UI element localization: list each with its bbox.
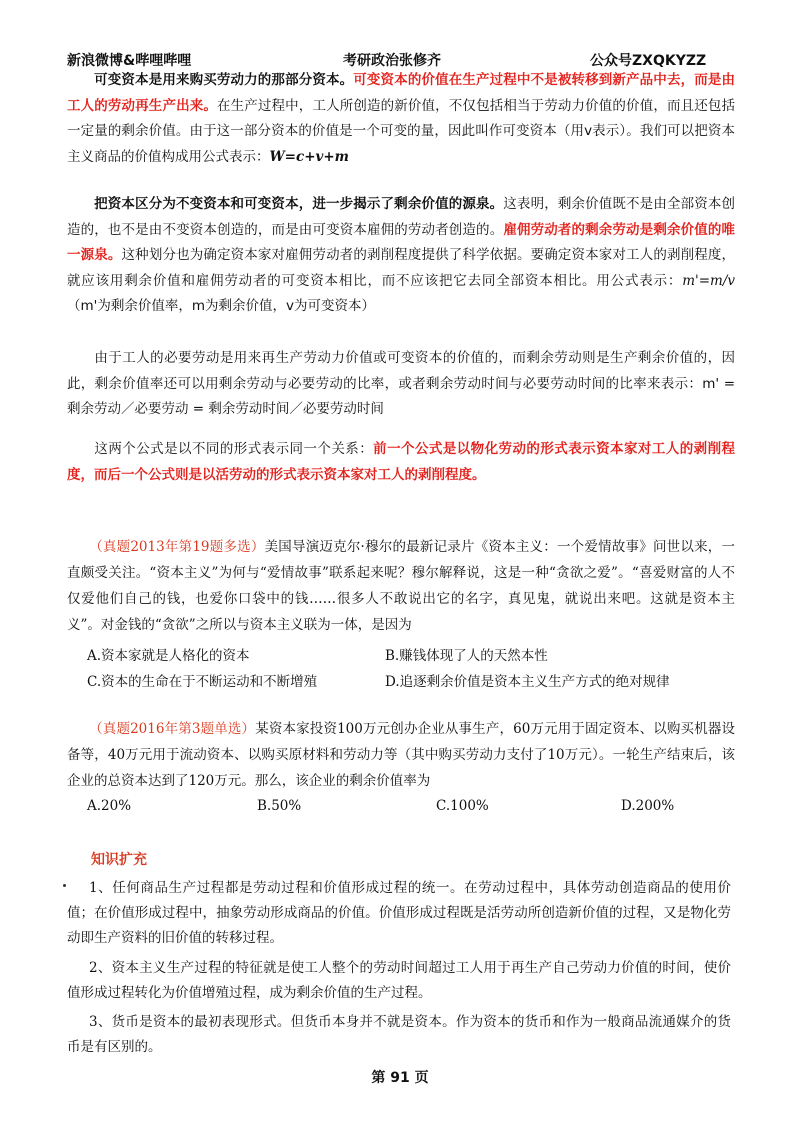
p4-body: 这两个公式是以不同的形式表示同一个关系： bbox=[94, 441, 374, 457]
paragraph-surplus-rate bbox=[67, 346, 735, 423]
q1-option-c: C.资本的生命在于不断运动和不断增殖 bbox=[87, 674, 318, 690]
q1-option-a: A.资本家就是人格化的资本 bbox=[87, 648, 250, 664]
q1-option-b: B.赚钱体现了人的天然本性 bbox=[385, 648, 548, 664]
p2-lead: 把资本区分为不变资本和可变资本，进一步揭示了剩余价值的源泉。 bbox=[94, 196, 504, 212]
p2-highlight: 雇佣劳动者的剩余劳动是剩余价值的唯一源泉。 bbox=[67, 221, 736, 263]
p2-body1: 这表明，剩余价值既不是由全部资本创造的，也不是由不变资本创造的，而是由可变资本雇佣的劳动者创造的。 bbox=[67, 196, 736, 238]
q2-option-c: C.100% bbox=[436, 798, 489, 814]
p3-body: 由于工人的必要劳动是用来再生产劳动力价值或可变资本的价值的，而剩余劳动则是生产剩余价值的，因此，剩余价值率还可以用剩余劳动与必要劳动的比率，或者剩余劳动时间与必要劳动时间的比率来表示： bbox=[67, 350, 735, 392]
knowledge-item-3-text: 3、货币是资本的最初表现形式。但货币本身并不就是资本。作为资本的货币和作为一般商品流通媒介的货币是有区别的。 bbox=[67, 1014, 731, 1055]
paragraph-two-formulas bbox=[67, 437, 735, 488]
paragraph-surplus-source bbox=[67, 192, 735, 320]
knowledge-item-3 bbox=[67, 1010, 731, 1060]
p4-highlight: 前一个公式是以物化劳动的形式表示资本家对工人的剥削程度，而后一个公式则是以活劳动的形式表示资本家对工人的剥削程度。 bbox=[67, 441, 736, 483]
q2-tag: （真题2016年第3题单选） bbox=[89, 721, 256, 737]
header-author: 考研政治张修齐 bbox=[343, 53, 441, 69]
p1-lead: 可变资本是用来购买劳动力的那部分资本。 bbox=[94, 72, 354, 88]
q2-option-d: D.200% bbox=[621, 798, 675, 814]
p3-formula: m' = 剩余劳动／必要劳动 = 剩余劳动时间／必要劳动时间 bbox=[67, 375, 736, 417]
knowledge-item-1-text: 1、任何商品生产过程都是劳动过程和价值形成过程的统一。在劳动过程中，具体劳动创造商品的使用价值；在价值形成过程中，抽象劳动形成商品的价值。价值形成过程既是活劳动所创造新价值的过程，又是物化劳动即生产资料的旧价值的转移过程。 bbox=[67, 880, 731, 946]
p2-note: （m'为剩余价值率，m为剩余价值，v为可变资本） bbox=[67, 298, 376, 314]
paragraph-variable-capital bbox=[67, 68, 735, 170]
p1-highlight: 可变资本的价值在生产过程中不是被转移到新产品中去，而是由工人的劳动再生产出来。 bbox=[67, 72, 735, 114]
knowledge-item-1 bbox=[67, 876, 731, 951]
knowledge-item-2 bbox=[67, 956, 731, 1006]
header-social: 新浪微博&哔哩哔哩 bbox=[67, 53, 192, 69]
q1-stem: 美国导演迈克尔·穆尔的最新记录片《资本主义：一个爱情故事》问世以来，一直颇受关注。“资本主义”为何与“爱情故事”联系起来呢？穆尔解释说，这是一种“贪欲之爱”。“喜爱财富的人不仅爱他们自己的钱，也爱你口袋中的钱……很多人不敢说出它的名字，真见鬼，就说出来吧。这就是资本主义”。对金钱的“贪欲”之所以与资本主义联为一体，是因为 bbox=[67, 539, 735, 633]
scan-dot bbox=[63, 884, 66, 887]
knowledge-title: 知识扩充 bbox=[91, 852, 147, 868]
q2-stem: 某资本家投资100万元创办企业从事生产，60万元用于固定资本、以购买机器设备等，40万元用于流动资本、以购买原材料和劳动力等（其中购买劳动力支付了10万元）。一轮生产结束后，该企业的总资本达到了120万元。那么，该企业的剩余价值率为 bbox=[67, 721, 735, 789]
q1-option-d: D.追逐剩余价值是资本主义生产方式的绝对规律 bbox=[385, 674, 670, 690]
header-account: 公众号ZXQKYZZ bbox=[590, 53, 707, 69]
q1-tag: （真题2013年第19题多选） bbox=[89, 539, 265, 555]
q2-option-a: A.20% bbox=[87, 798, 132, 814]
q2-option-b: B.50% bbox=[257, 798, 302, 814]
p1-body: 在生产过程中，工人所创造的新价值，不仅包括相当于劳动力价值的价值，而且还包括一定量的剩余价值。由于这一部分资本的价值是一个可变的量，因此叫作可变资本（用v表示）。我们可以把资本主义商品的价值构成用公式表示： bbox=[67, 97, 736, 165]
knowledge-item-2-text: 2、资本主义生产过程的特征就是使工人整个的劳动时间超过工人用于再生产自己劳动力价值的时间，使价值形成过程转化为价值增殖过程，成为剩余价值的生产过程。 bbox=[67, 960, 731, 1001]
page-number: 第 91 页 bbox=[371, 1070, 429, 1086]
question-2016-3 bbox=[67, 716, 735, 794]
question-2013-19 bbox=[67, 534, 735, 638]
p2-formula: m'=m/v bbox=[682, 272, 735, 289]
p1-formula: W=c+v+m bbox=[269, 148, 349, 165]
p2-body2: 这种划分也为确定资本家对雇佣劳动者的剥削程度提供了科学依据。要确定资本家对工人的剥削程度，就应该用剩余价值和雇佣劳动者的可变资本相比，而不应该把它去同全部资本相比。用公式表示： bbox=[67, 247, 736, 289]
